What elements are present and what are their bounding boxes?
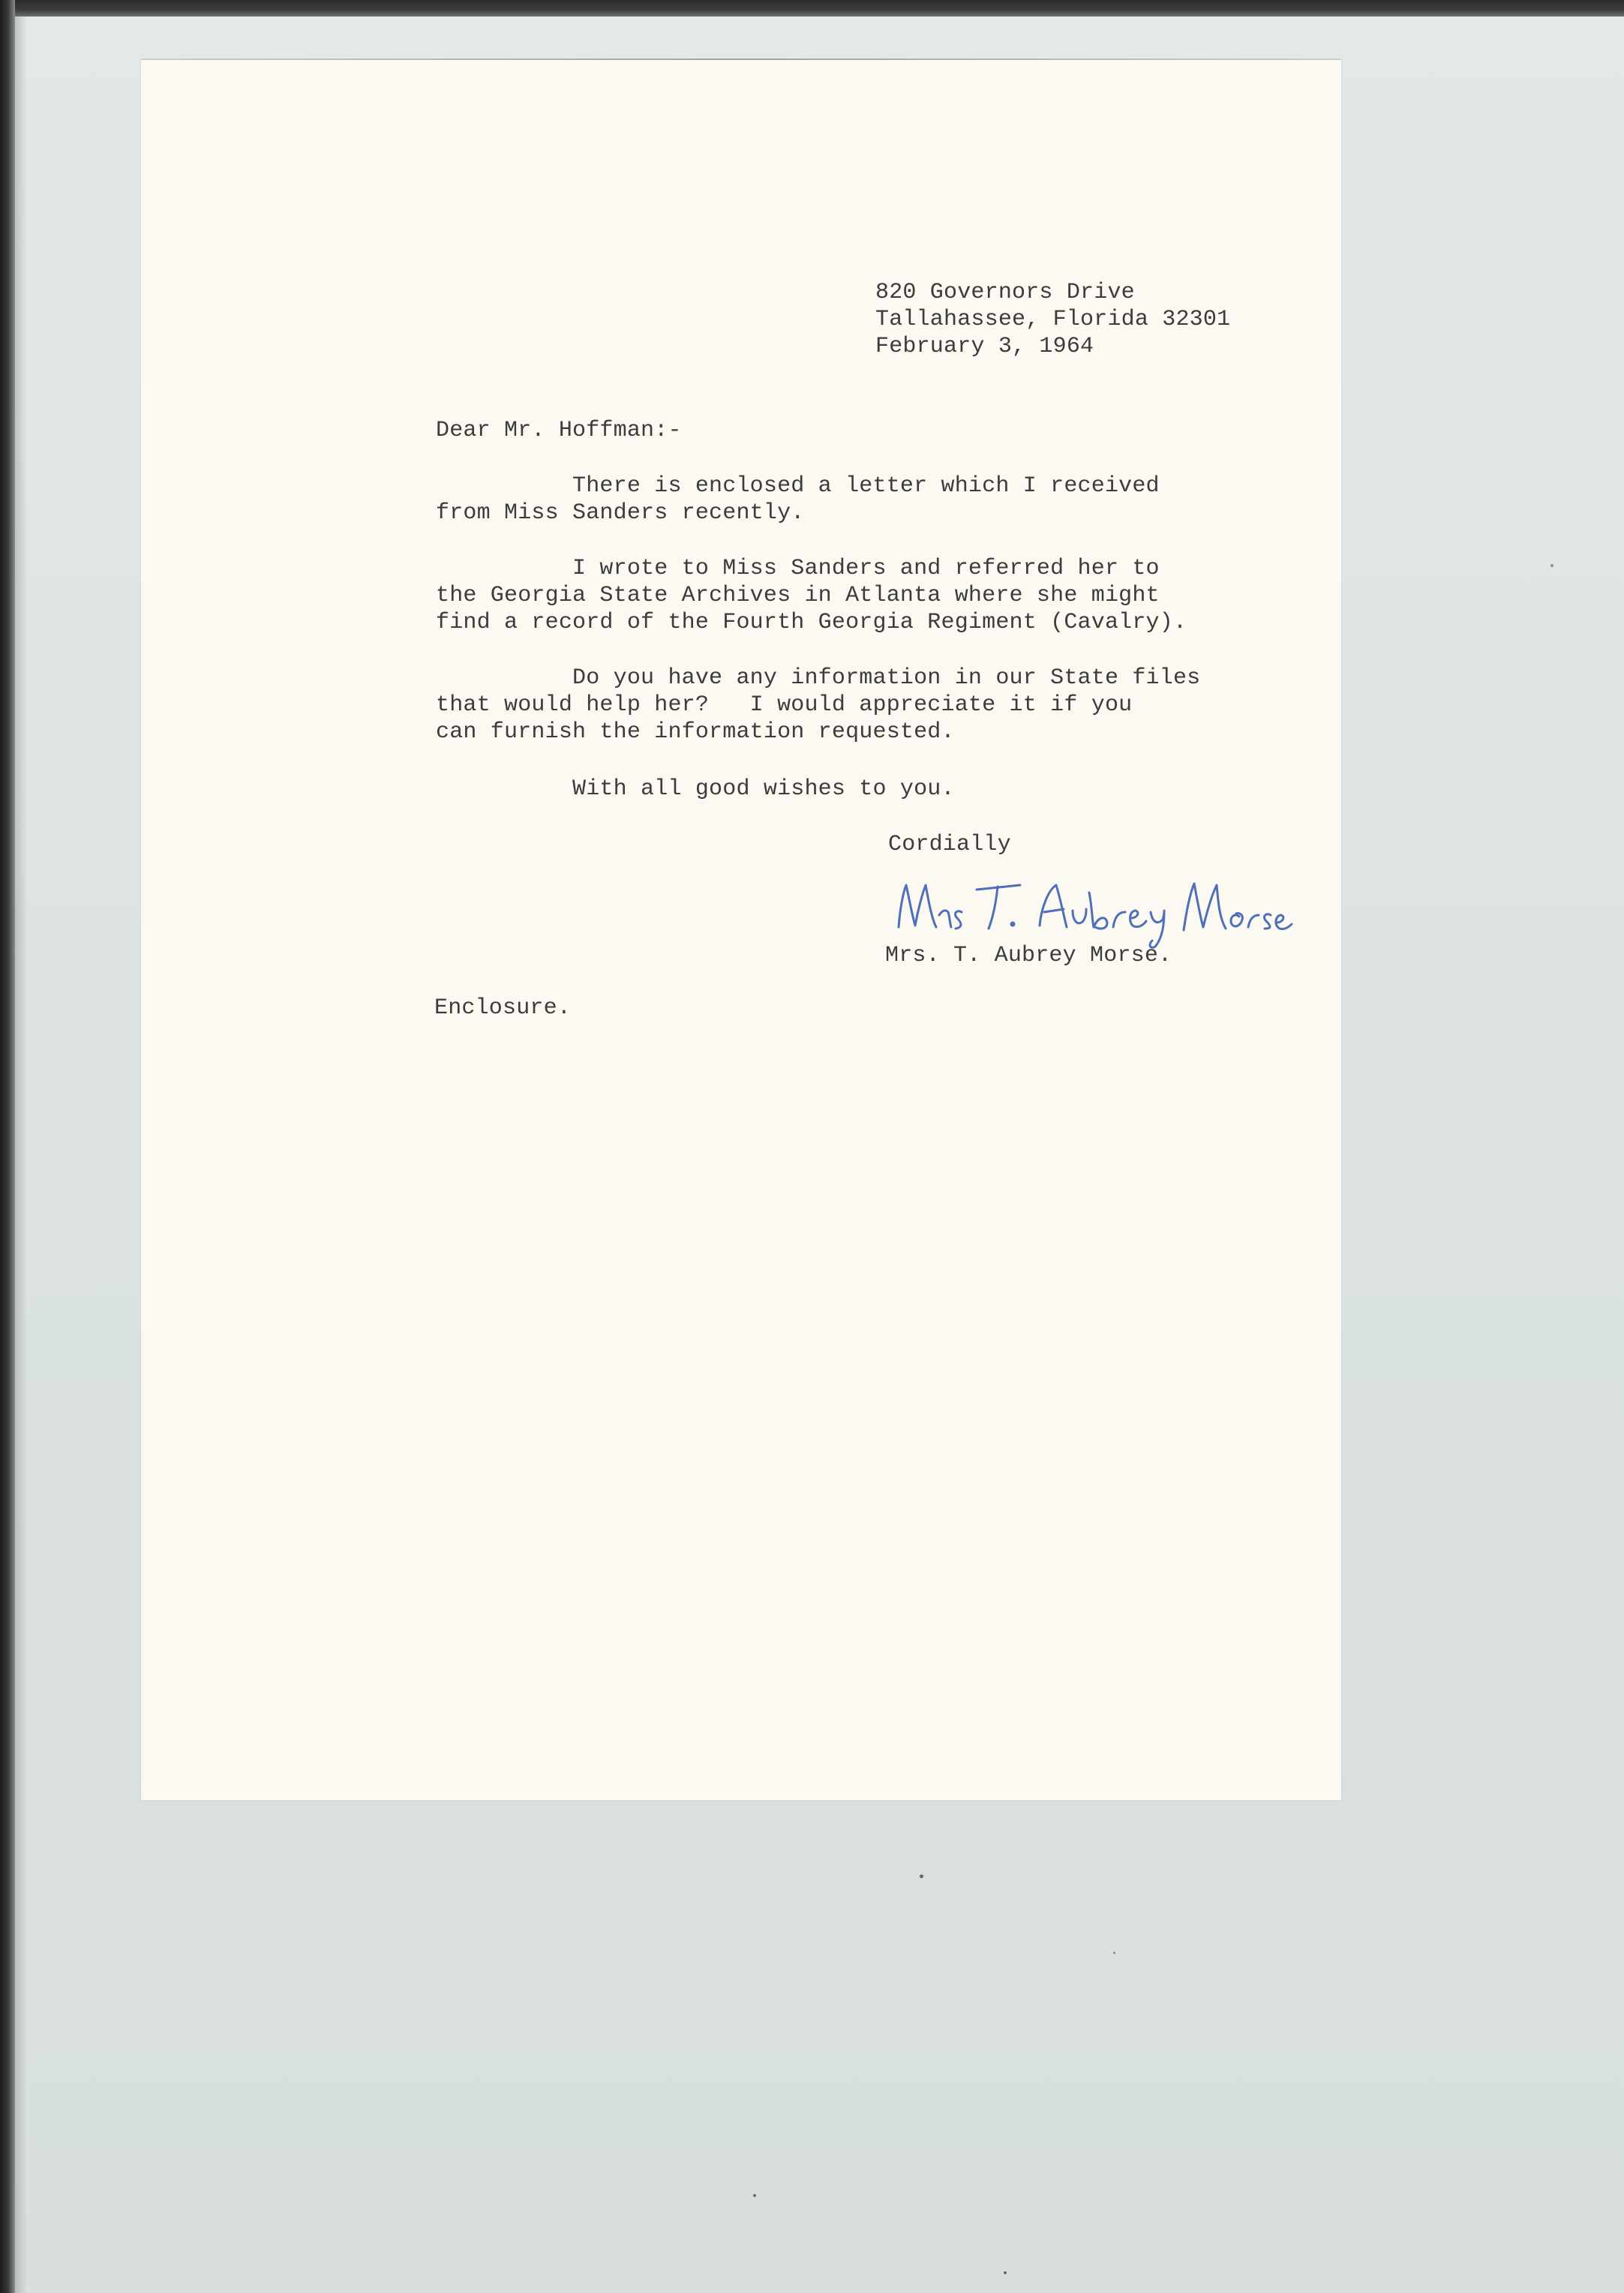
scanner-edge-shadow — [15, 17, 27, 2293]
body-paragraph-1: There is enclosed a letter which I received from Miss Sanders recently. — [436, 473, 1160, 526]
typed-signer-name: Mrs. T. Aubrey Morse. — [885, 943, 1172, 968]
dust-speck — [753, 2194, 756, 2197]
dust-speck — [1550, 564, 1553, 567]
salutation: Dear Mr. Hoffman:- — [436, 418, 682, 443]
sender-address-block — [875, 279, 1230, 360]
dust-speck — [920, 1874, 923, 1878]
address-street: 820 Governors Drive — [875, 280, 1135, 305]
scanner-top-edge — [0, 0, 1624, 17]
body-paragraph-4: With all good wishes to you. — [436, 776, 955, 802]
body-paragraph-3: Do you have any information in our State files that would help her? I would appreciate it if you can furnish the information requested. — [436, 665, 1201, 745]
enclosure-notation: Enclosure. — [434, 995, 572, 1021]
letter-date: February 3, 1964 — [875, 334, 1094, 359]
body-paragraph-2: I wrote to Miss Sanders and referred her to the Georgia State Archives in Atlanta where she might find a record of the Fourth Georgia Regiment (Cavalry). — [436, 556, 1187, 635]
dust-speck — [1004, 2271, 1007, 2274]
dust-speck — [1113, 1952, 1115, 1954]
scanner-left-edge — [0, 0, 15, 2293]
handwritten-signature — [893, 863, 1298, 953]
complimentary-closing: Cordially — [888, 832, 1011, 857]
address-city: Tallahassee, Florida 32301 — [875, 307, 1231, 332]
